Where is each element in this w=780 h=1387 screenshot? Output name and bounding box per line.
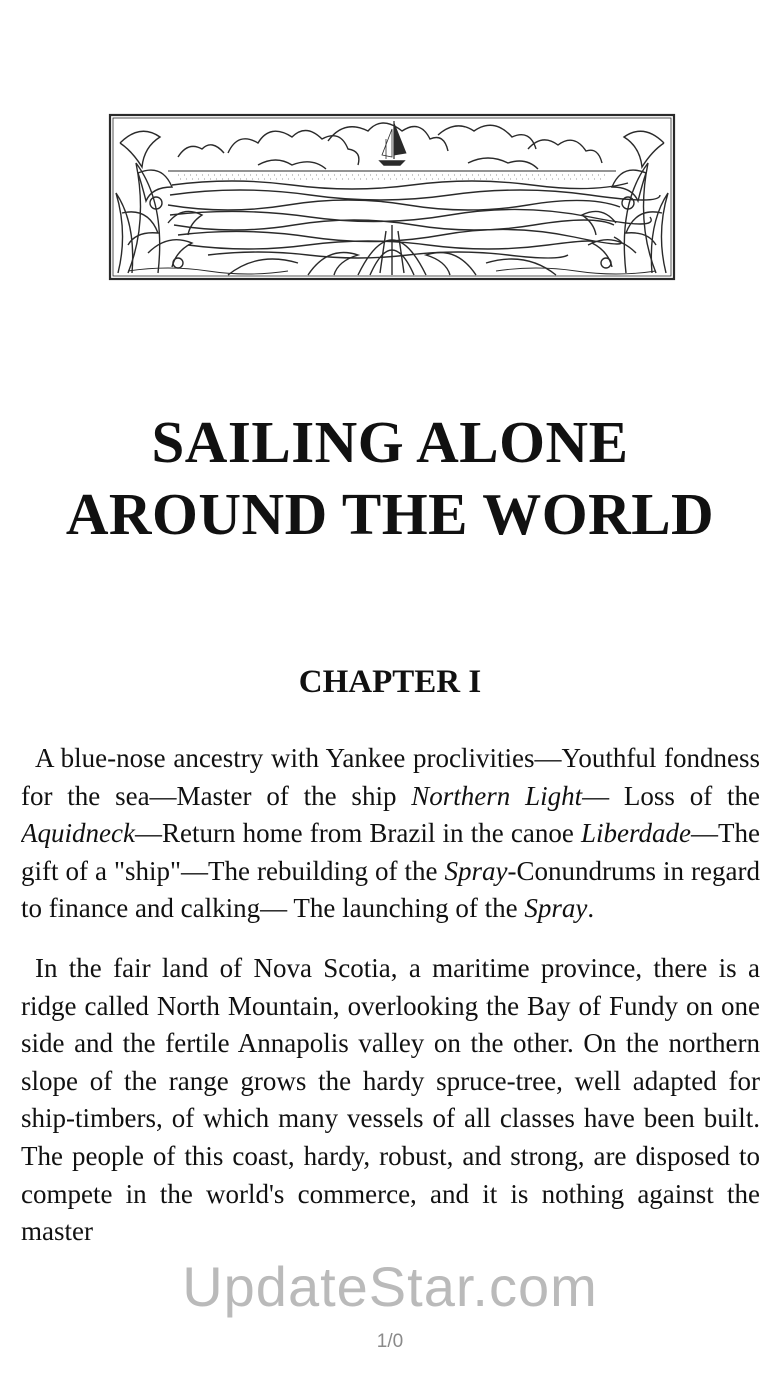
summary-ship-name: Spray xyxy=(524,893,588,924)
chapter-heading: CHAPTER I xyxy=(298,664,482,700)
summary-segment: A blue-nose ancestry with Yankee proclivities—Youthful fondness for the sea—Master of the ship xyxy=(21,743,760,811)
summary-segment: —The gift of a "ship"—The rebuilding of the xyxy=(21,818,760,886)
chapter-illustration-seascape xyxy=(108,113,676,281)
book-title-line-2: AROUND THE WORLD xyxy=(65,481,715,547)
summary-segment: . xyxy=(587,893,595,924)
chapter-summary xyxy=(21,740,760,928)
chapter-text xyxy=(21,740,760,1286)
summary-ship-name: Spray xyxy=(444,855,508,886)
summary-ship-name: Aquidneck xyxy=(21,818,135,849)
summary-ship-name: Northern Light xyxy=(411,780,583,811)
summary-segment: —Return home from Brazil in the canoe xyxy=(134,818,582,849)
page-indicator: 1/0 xyxy=(376,1331,404,1352)
book-title xyxy=(0,406,780,550)
book-title-line-1: SAILING ALONE xyxy=(151,409,629,475)
summary-segment: — Loss of the xyxy=(582,780,760,811)
chapter-paragraph: In the fair land of Nova Scotia, a maritime province, there is a ridge called North Mountain, overlooking the Bay of Fundy on one side and the fertile Annapolis valley on the other. On the northern slope of the range grows the hardy spruce-tree, well adapted for ship-timbers, of which many vessels of all classes have been built. The people of this coast, hardy, robust, and strong, are disposed to compete in the world's commerce, and it is nothing against the master xyxy=(21,952,760,1247)
summary-ship-name: Liberdade xyxy=(581,818,692,849)
summary-segment: -Conundrums in regard to finance and calking— The launching of the xyxy=(21,855,760,924)
watermark: UpdateStar.com xyxy=(182,1255,598,1318)
